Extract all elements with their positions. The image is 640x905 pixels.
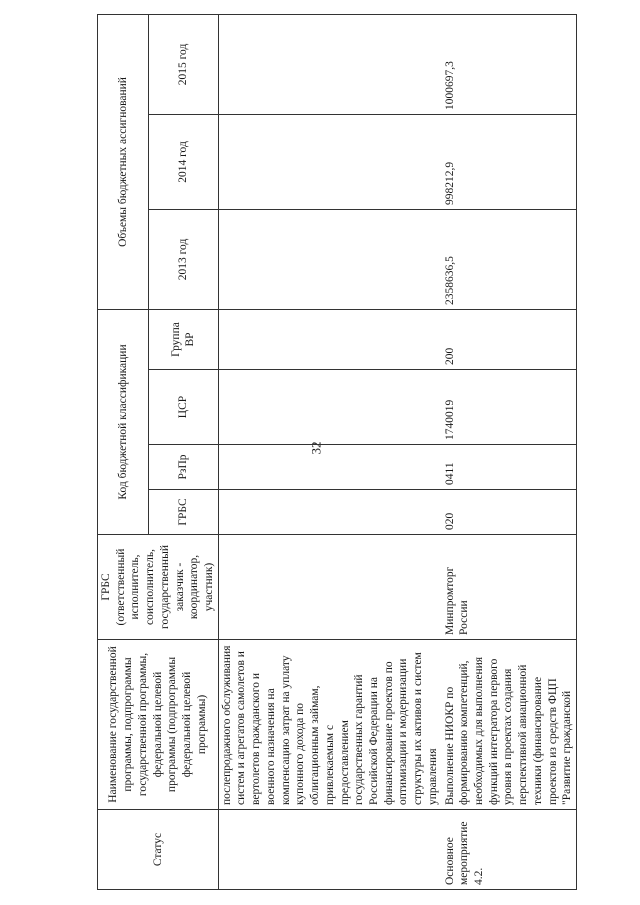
row1-status (218, 810, 441, 890)
budget-table (97, 14, 577, 890)
header-code-csr: ЦСР (148, 370, 218, 445)
page-number: 32 (308, 441, 324, 455)
header-grbs: ГРБС (ответственный исполнитель, соисполнитель, государственный заказчик - координатор, участник) (98, 535, 219, 640)
row2-name: Выполнение НИОКР по формированию компетенций, необходимых для выполнения функций интегратора первого уровня в проектах создания перспективной авиационной техники (финансирование проектов из средств ФЦП "Развитие гражданской (442, 640, 577, 810)
row2-code-grbs: 020 (442, 490, 577, 535)
header-name: Наименование государственной программы, подпрограммы государственной программы, федеральной целевой программы (подпрограммы федеральной целевой программы) (98, 640, 219, 810)
row2-status: Основное мероприятие 4.2. (442, 810, 577, 890)
table-row (218, 14, 441, 889)
row2-volume-2013: 2358636,5 (442, 209, 577, 309)
header-code-group: Группа ВР (148, 309, 218, 369)
row2-code-csr: 1740019 (442, 370, 577, 445)
header-year-2015: 2015 год (148, 14, 218, 114)
row2-volume-2015: 1000697,3 (442, 14, 577, 114)
header-year-2013: 2013 год (148, 209, 218, 309)
header-code-grbs: ГРБС (148, 490, 218, 535)
table-row (442, 14, 577, 889)
rotated-table-container (97, 15, 572, 890)
header-status: Статус (98, 810, 219, 890)
header-code-rzpr: РзПр (148, 445, 218, 490)
row2-grbs: Минпромторг России (442, 535, 577, 640)
header-year-2014: 2014 год (148, 114, 218, 209)
row1-name: послепродажного обслуживания систем и агрегатов самолетов и вертолетов гражданского и военного назначения на компенсацию затрат на уплату купонного дохода по облигационным займам, привлекаемым с предоставлением государственных гарантий Российской Федерации на финансирование проектов по оптимизации и модернизации структуры их активов и систем управления (218, 640, 441, 810)
header-budget-volume: Объемы бюджетных ассигнований (98, 14, 149, 309)
row2-code-rzpr: 0411 (442, 445, 577, 490)
header-budget-code: Код бюджетной классификации (98, 309, 149, 534)
row2-code-group: 200 (442, 309, 577, 369)
row2-volume-2014: 998212,9 (442, 114, 577, 209)
